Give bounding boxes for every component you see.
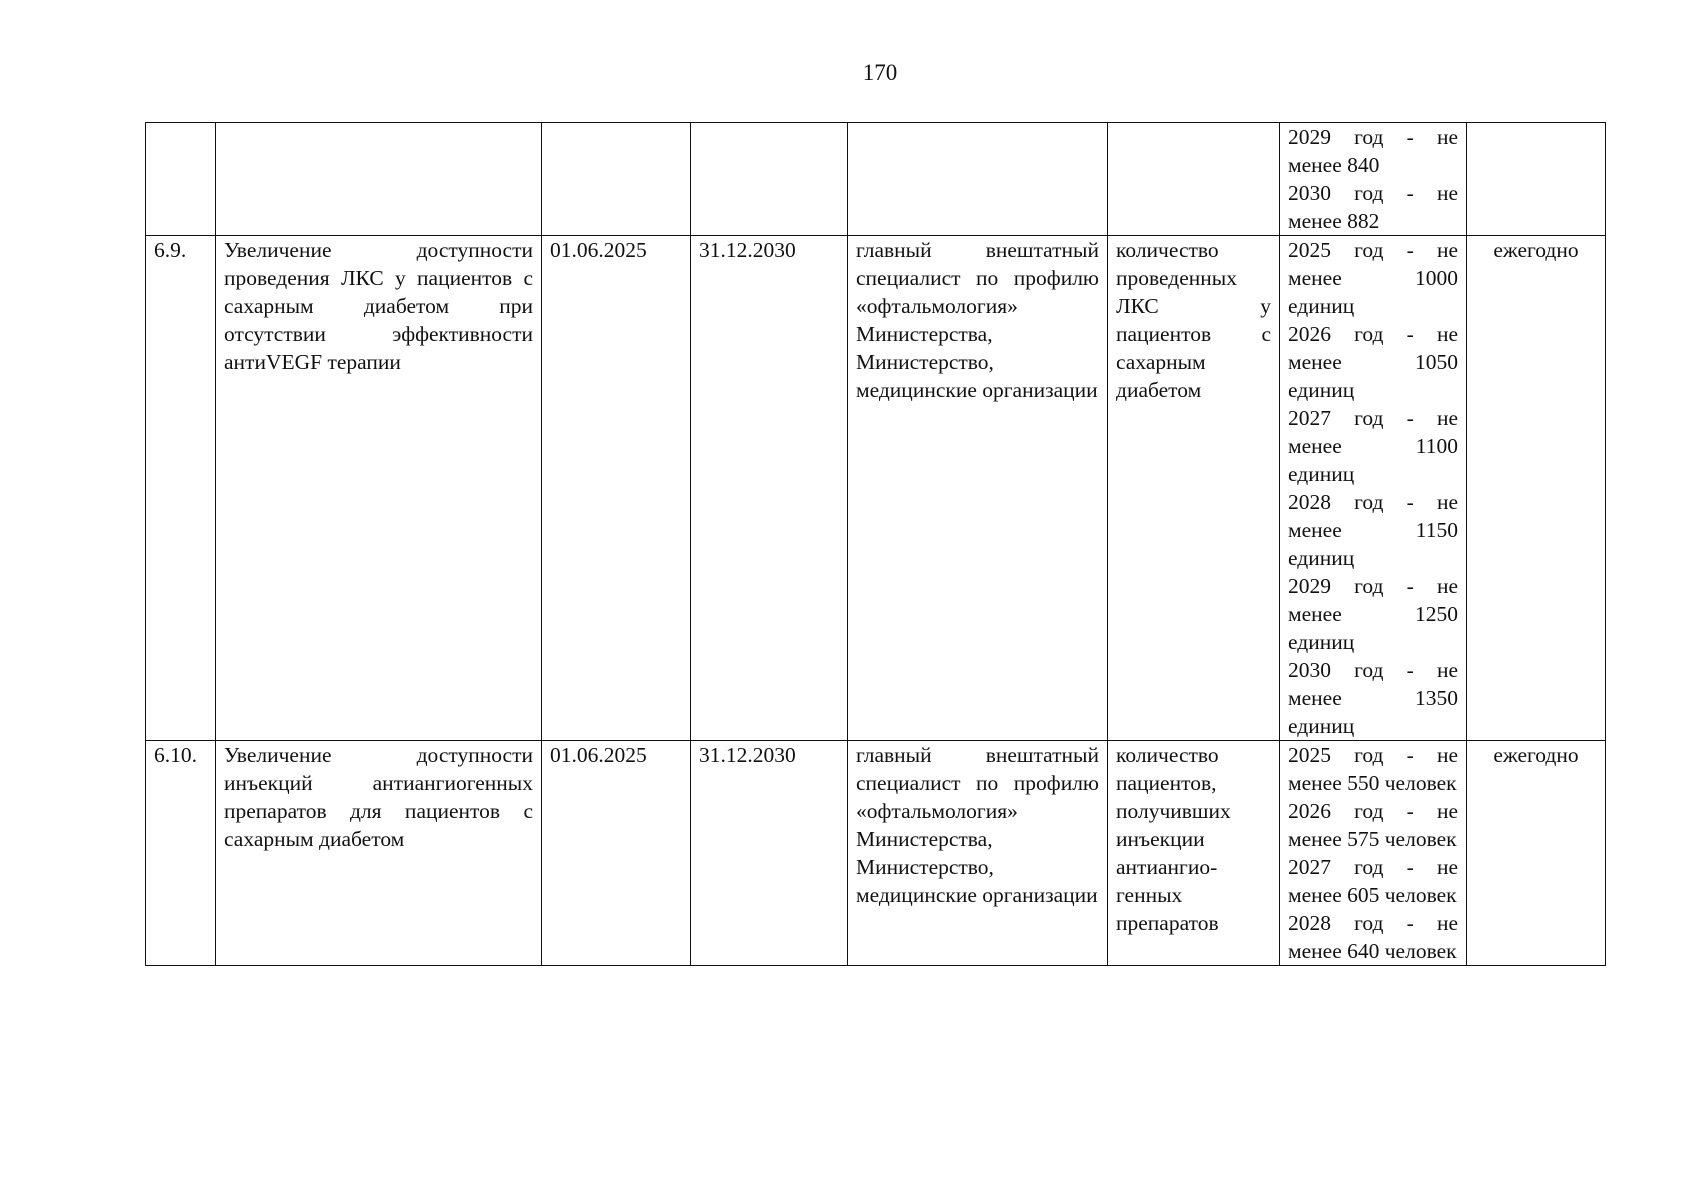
frequency-cell: ежегодно bbox=[1467, 236, 1606, 741]
measures-table bbox=[145, 122, 1606, 966]
row-number bbox=[146, 123, 216, 236]
target-value: 2026 год - не менее 575 человек bbox=[1288, 799, 1458, 851]
action-cell bbox=[216, 123, 542, 236]
responsible-cell: главный внештатный специалист по профилю «офтальмология» Министерства, Министерство, медицинские организации bbox=[848, 741, 1108, 966]
target-value: 2030 год - не менее 882 bbox=[1288, 181, 1458, 233]
target-value: 2029 год - не менее 1250 единиц bbox=[1288, 574, 1458, 654]
responsible-cell: главный внештатный специалист по профилю «офтальмология» Министерства, Министерство, медицинские организации bbox=[848, 236, 1108, 741]
target-value: 2028 год - не менее 640 человек bbox=[1288, 911, 1458, 963]
page-number: 170 bbox=[862, 60, 898, 85]
start-date-cell: 01.06.2025 bbox=[542, 741, 691, 966]
target-value: 2025 год - не менее 1000 единиц bbox=[1288, 238, 1458, 318]
frequency-cell bbox=[1467, 123, 1606, 236]
row-number: 6.9. bbox=[146, 236, 216, 741]
end-date-cell: 31.12.2030 bbox=[691, 236, 848, 741]
target-value: 2025 год - не менее 550 человек bbox=[1288, 743, 1458, 795]
start-date-cell bbox=[542, 123, 691, 236]
table-row bbox=[146, 236, 1606, 741]
table-row bbox=[146, 123, 1606, 236]
indicator-cell bbox=[1108, 123, 1280, 236]
indicator-cell: количество пациентов, получивших инъекции антиангио-генных препаратов bbox=[1108, 741, 1280, 966]
table-row bbox=[146, 741, 1606, 966]
end-date-cell: 31.12.2030 bbox=[691, 741, 848, 966]
action-cell: Увеличение доступности проведения ЛКС у пациентов с сахарным диабетом при отсутствии эффективности антиVEGF терапии bbox=[216, 236, 542, 741]
indicator-cell: количество проведенных ЛКС у пациентов с сахарным диабетом bbox=[1108, 236, 1280, 741]
target-value: 2029 год - не менее 840 bbox=[1288, 125, 1458, 177]
target-value: 2027 год - не менее 605 человек bbox=[1288, 855, 1458, 907]
target-values-cell bbox=[1280, 236, 1467, 741]
end-date-cell bbox=[691, 123, 848, 236]
target-value: 2030 год - не менее 1350 единиц bbox=[1288, 658, 1458, 738]
target-value: 2026 год - не менее 1050 единиц bbox=[1288, 322, 1458, 402]
target-value: 2027 год - не менее 1100 единиц bbox=[1288, 406, 1458, 486]
start-date-cell: 01.06.2025 bbox=[542, 236, 691, 741]
target-values-cell bbox=[1280, 123, 1467, 236]
target-value: 2028 год - не менее 1150 единиц bbox=[1288, 490, 1458, 570]
action-cell: Увеличение доступности инъекций антиангиогенных препаратов для пациентов с сахарным диабетом bbox=[216, 741, 542, 966]
target-values-cell bbox=[1280, 741, 1467, 966]
row-number: 6.10. bbox=[146, 741, 216, 966]
responsible-cell bbox=[848, 123, 1108, 236]
frequency-cell: ежегодно bbox=[1467, 741, 1606, 966]
